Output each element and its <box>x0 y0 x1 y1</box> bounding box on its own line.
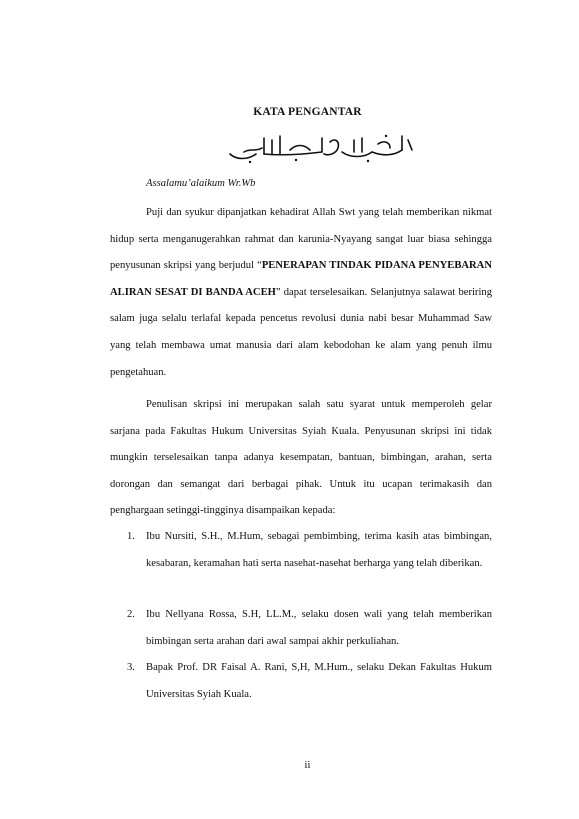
page-title: KATA PENGANTAR <box>253 106 362 118</box>
paragraph-2: Penulisan skripsi ini merupakan salah satu syarat untuk memperoleh gelar sarjana pada Fakultas Hukum Universitas Syiah Kuala. Penyusunan skripsi ini tidak mungkin terselesaikan tanpa adanya kesempatan, bantuan, bimbingan, arahan, serta dorongan dan semangat dari berbagai pihak. Untuk itu ucapan terimakasih dan penghargaan setinggi-tingginya disampaikan kepada: <box>110 399 492 517</box>
paragraph-1-text-before: Puji dan syukur dipanjatkan kehadirat Allah Swt yang telah memberikan nikmat hidup serta menganugerahkan rahmat dan karunia-Nyayang sangat luar biasa sehingga penyusunan skripsi yang berjudul “ <box>110 207 492 272</box>
list-item-number: 2. <box>127 609 135 620</box>
list-item <box>127 602 492 655</box>
list-item-text: Ibu Nursiti, S.H., M.Hum, sebagai pembimbing, terima kasih atas bimbingan, kesabaran, keramahan hati serta nasehat-nasehat berharga yang telah diberikan. <box>146 531 492 569</box>
list-item <box>127 524 492 577</box>
list-item-number: 1. <box>127 531 135 542</box>
list-item-text: Bapak Prof. DR Faisal A. Rani, S,H, M.Hum., selaku Dekan Fakultas Hukum Universitas Syiah Kuala. <box>146 662 492 700</box>
page-number: ii <box>304 760 311 771</box>
list-item-text: Ibu Nellyana Rossa, S.H, LL.M., selaku dosen wali yang telah memberikan bimbingan serta arahan dari awal sampai akhir perkuliahan. <box>146 609 492 647</box>
paragraph-1-text-after: ” dapat terselesaikan. Selanjutnya salawat beriring salam juga selalu terlafal kepada pencetus revolusi dunia nabi besar Muhammad Saw yang telah membawa umat manusia dari alam kebodohan ke alam yang penuh ilmu pengetahuan. <box>110 286 492 378</box>
basmala-calligraphy-icon <box>226 130 416 164</box>
list-item <box>127 655 492 708</box>
greeting: Assalamu’alaikum Wr.Wb <box>146 178 256 189</box>
thesis-title: PENERAPAN TINDAK PIDANA PENYEBARAN ALIRAN SESAT DI BANDA ACEH <box>110 260 492 298</box>
paragraph-1 <box>110 200 492 386</box>
list-item-number: 3. <box>127 662 135 673</box>
